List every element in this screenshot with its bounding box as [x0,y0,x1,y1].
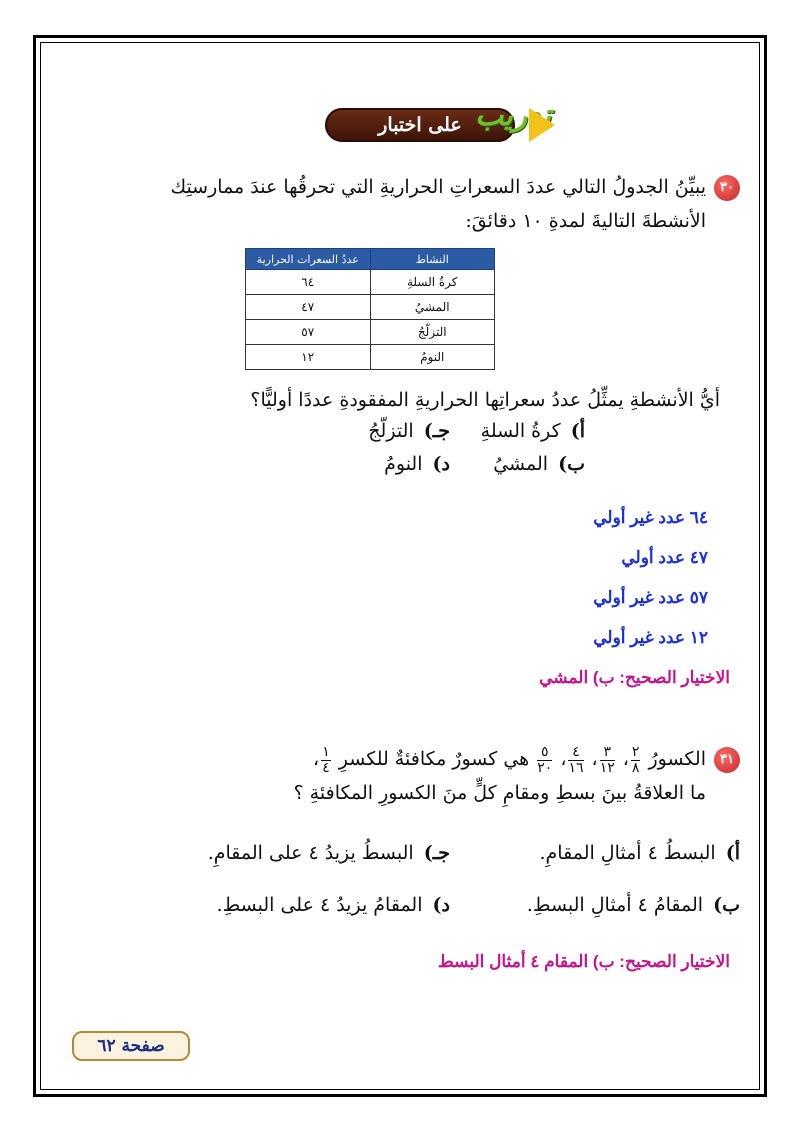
fraction: $\frac{٣}{١٢}$ [599,743,615,776]
page-number: صفحة ٦٢ [72,1031,190,1061]
fraction: $\frac{١}{٤}$ [322,743,330,776]
table-row [246,270,495,295]
option-c: جـ) البسطُ يزيدُ ٤ على المقامِ. [207,842,450,864]
banner-script-text: تدريب [475,98,552,133]
answer-line: ٤٧ عدد أولي [621,548,708,567]
table-cell: النومُ [370,345,495,370]
answer-line: ٥٧ عدد غير أولي [593,588,708,607]
table-cell: ٤٧ [246,295,371,320]
question-30-prompt: أيُّ الأنشطةِ يمثِّلُ عددُ سعراتِها الحراريةِ المفقودةِ عددًا أوليًّا؟ [250,389,720,411]
table-row [246,295,495,320]
table-header: عددُ السعرات الحرارية [246,249,371,270]
question-30 [60,170,740,238]
calories-table [245,248,495,370]
banner-arrow-icon [529,108,555,142]
section-banner [325,98,555,152]
table-header: النشاط [370,249,495,270]
question-31-line1: ٣١الكسورُ $\frac{٢}{٨}$ ، $\frac{٣}{١٢}$ ، $\frac{٤}{١٦}$ ، $\frac{٥}{٢٠}$ هي كسورٌ مكافئةٌ للكسرِ $\frac{١}{٤}$ ، [60,742,740,776]
table-cell: كرةُ السلةِ [370,270,495,295]
question-30-line1: ٣٠يبيِّنُ الجدولُ التالي عددَ السعراتِ الحراريةِ التي تحرقُها عندَ ممارستِك [60,170,740,204]
answer-line: ٦٤ عدد غير أولي [593,508,708,527]
option-b: ب) المقامُ ٤ أمثالِ البسطِ. [526,894,740,916]
table-cell: المشيُ [370,295,495,320]
option-d: د) المقامُ يزيدُ ٤ على البسطِ. [216,894,450,916]
option-c: جـ) التزلّجُ [368,420,450,442]
question-30-line2: الأنشطةَ التاليةَ لمدةِ ١٠ دقائقَ: [465,210,706,232]
correct-answer: الاختيار الصحيح: ب) المشي [539,668,730,687]
option-a: أ) كرةُ السلةِ [480,420,585,442]
table-cell: ١٢ [246,345,371,370]
table-row [246,345,495,370]
option-a: أ) البسطُ ٤ أمثالِ المقامِ. [539,842,740,864]
question-31 [60,742,740,810]
option-b: ب) المشيُ [493,453,585,475]
question-number-badge: ٣١ [714,747,740,773]
fraction: $\frac{٢}{٨}$ [631,743,640,776]
fraction: $\frac{٤}{١٦}$ [568,743,584,776]
banner-title: على اختبار [325,108,515,142]
fraction: $\frac{٥}{٢٠}$ [537,743,553,776]
table-cell: التزلّجُ [370,320,495,345]
table-cell: ٦٤ [246,270,371,295]
table-row [246,320,495,345]
table-cell: ٥٧ [246,320,371,345]
question-31-line2: ما العلاقةُ بينَ بسطِ ومقامِ كلٍّ منَ الكسورِ المكافئةِ ؟ [293,782,706,804]
correct-answer: الاختيار الصحيح: ب) المقام ٤ أمثال البسط [438,952,730,971]
option-d: د) النومُ [384,453,450,475]
answer-line: ١٢ عدد غير أولي [593,628,708,647]
question-number-badge: ٣٠ [714,175,740,201]
